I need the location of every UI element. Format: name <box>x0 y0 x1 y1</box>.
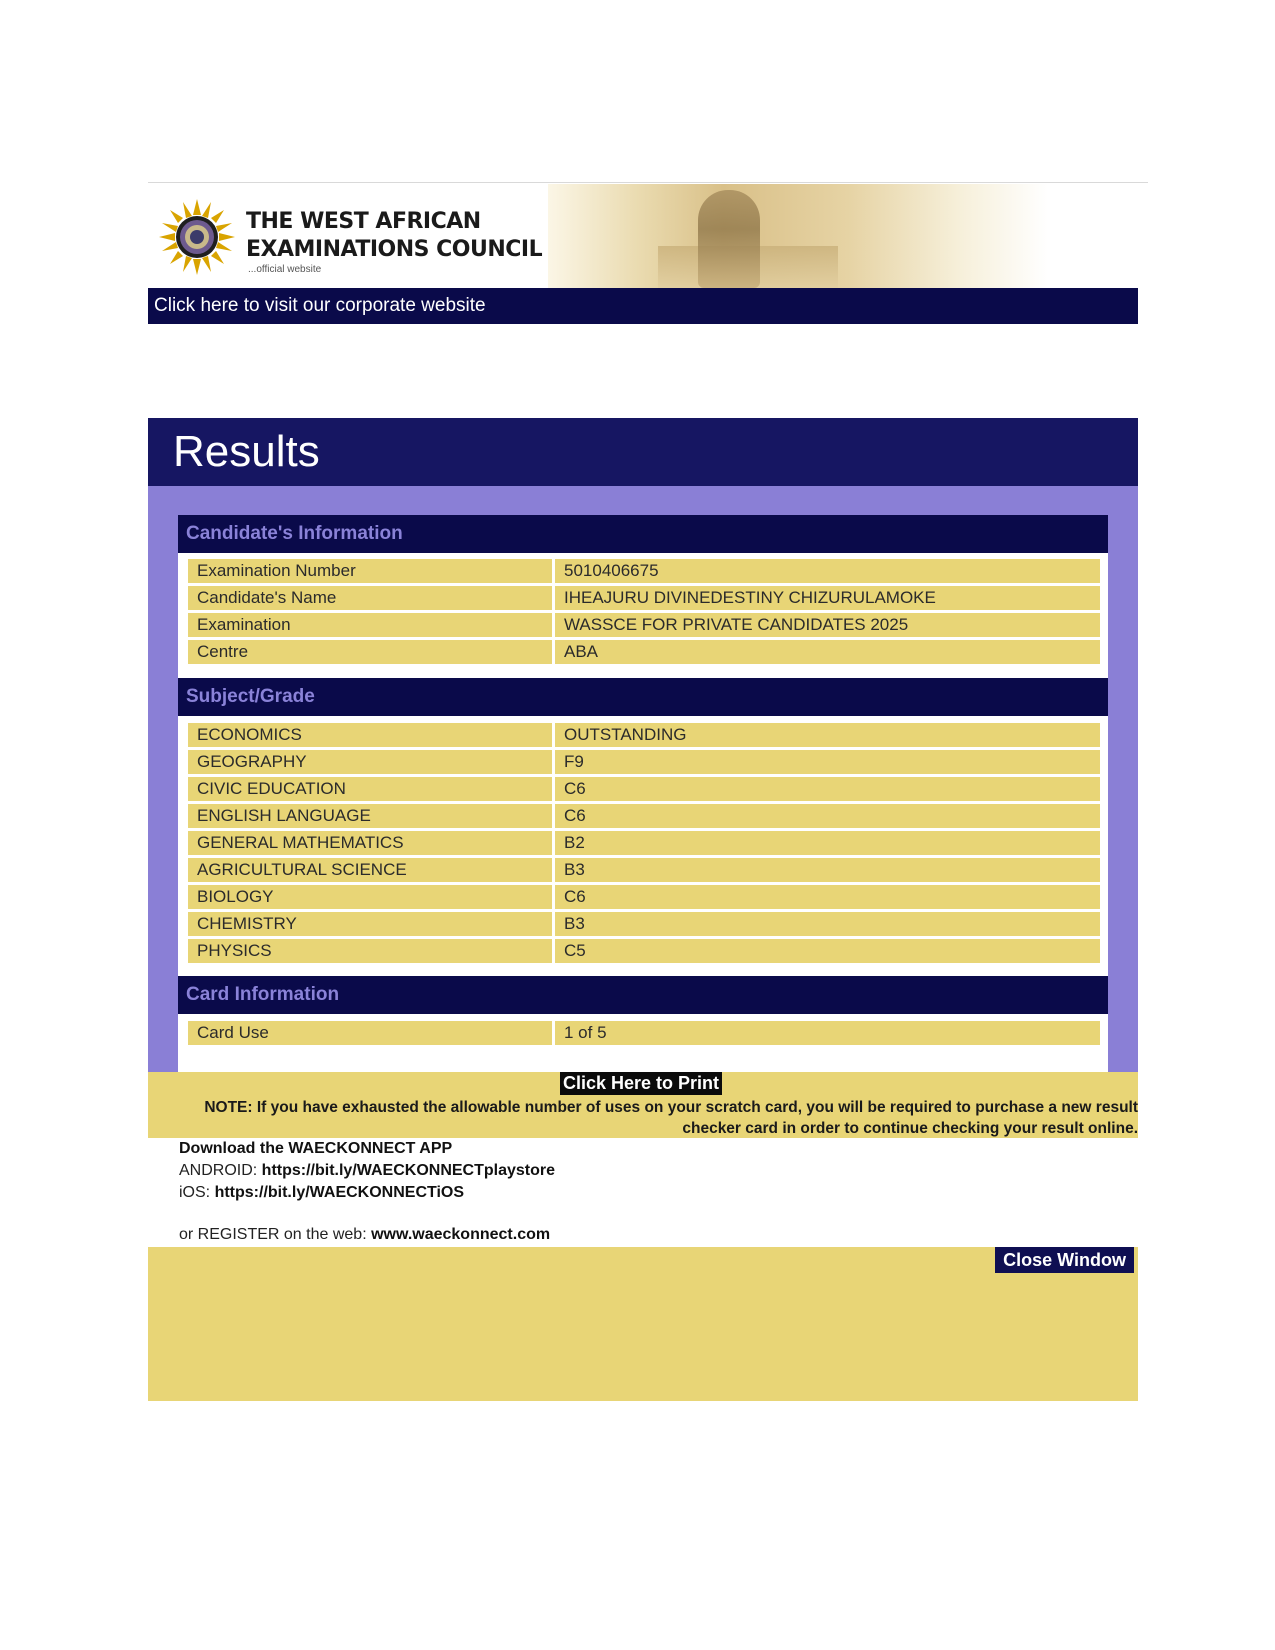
subject-row <box>188 804 1100 828</box>
candidate-value: WASSCE FOR PRIVATE CANDIDATES 2025 <box>555 613 1100 637</box>
candidate-row <box>188 640 1100 664</box>
subject-grade: C6 <box>555 804 1100 828</box>
subject-name: GENERAL MATHEMATICS <box>188 831 552 855</box>
subject-grade: B3 <box>555 912 1100 936</box>
subject-grade: C6 <box>555 885 1100 909</box>
android-label: ANDROID: <box>179 1162 262 1179</box>
candidate-value: IHEAJURU DIVINEDESTINY CHIZURULAMOKE <box>555 586 1100 610</box>
candidate-row <box>188 586 1100 610</box>
candidate-label: Examination <box>188 613 552 637</box>
subject-grade: C5 <box>555 939 1100 963</box>
register-label: or REGISTER on the web: <box>179 1226 372 1243</box>
subject-grade: B2 <box>555 831 1100 855</box>
subject-name: PHYSICS <box>188 939 552 963</box>
android-line <box>179 1160 555 1182</box>
android-link[interactable]: https://bit.ly/WAECKONNECTplaystore <box>261 1162 556 1179</box>
waec-logo-icon <box>158 198 236 276</box>
banner-photo <box>548 184 1048 288</box>
candidate-value: ABA <box>555 640 1100 664</box>
corporate-website-link[interactable]: Click here to visit our corporate website <box>148 288 1138 324</box>
top-divider <box>148 182 1148 183</box>
subject-grade: C6 <box>555 777 1100 801</box>
subject-name: AGRICULTURAL SCIENCE <box>188 858 552 882</box>
app-download-info <box>179 1138 555 1246</box>
note-text: If you have exhausted the allowable number of uses on your scratch card, you will be required to purchase a new result checker card in order to continue checking your result online. <box>252 1099 1138 1137</box>
subject-row <box>188 912 1100 936</box>
subject-name: ECONOMICS <box>188 723 552 747</box>
banner-photo-figure <box>698 190 760 288</box>
register-link[interactable]: www.waeckonnect.com <box>371 1226 551 1243</box>
subject-name: GEOGRAPHY <box>188 750 552 774</box>
subject-grade: F9 <box>555 750 1100 774</box>
candidate-row <box>188 613 1100 637</box>
logo-title-line2: EXAMINATIONS COUNCIL <box>246 237 543 262</box>
spacer <box>179 1204 555 1224</box>
results-title: Results <box>148 418 1138 486</box>
scratch-card-note <box>182 1097 1138 1139</box>
candidate-label: Candidate's Name <box>188 586 552 610</box>
print-band <box>148 1072 1138 1138</box>
candidate-label: Centre <box>188 640 552 664</box>
note-label: NOTE: <box>204 1099 253 1116</box>
candidate-row <box>188 559 1100 583</box>
ios-label: iOS: <box>179 1184 215 1201</box>
subject-row <box>188 885 1100 909</box>
candidate-value: 5010406675 <box>555 559 1100 583</box>
card-info-header: Card Information <box>178 976 1108 1014</box>
close-window-button[interactable]: Close Window <box>995 1247 1134 1273</box>
card-row <box>188 1021 1100 1045</box>
subject-row <box>188 831 1100 855</box>
subject-name: ENGLISH LANGUAGE <box>188 804 552 828</box>
results-table <box>178 515 1108 1072</box>
logo-wordmark <box>246 208 542 275</box>
candidate-info-header: Candidate's Information <box>178 515 1108 553</box>
card-label: Card Use <box>188 1021 552 1045</box>
close-band <box>148 1247 1138 1401</box>
results-panel <box>148 486 1138 1072</box>
subject-row <box>188 777 1100 801</box>
subject-grade-header: Subject/Grade <box>178 678 1108 716</box>
subject-grade: OUTSTANDING <box>555 723 1100 747</box>
ios-line <box>179 1182 555 1204</box>
print-button[interactable]: Click Here to Print <box>560 1072 722 1095</box>
subject-name: CHEMISTRY <box>188 912 552 936</box>
subject-row <box>188 939 1100 963</box>
subject-row <box>188 723 1100 747</box>
subject-grade: B3 <box>555 858 1100 882</box>
subject-name: CIVIC EDUCATION <box>188 777 552 801</box>
register-line <box>179 1224 555 1246</box>
site-banner <box>148 184 1138 288</box>
logo-title-line1: THE WEST AFRICAN <box>246 209 481 234</box>
subject-row <box>188 750 1100 774</box>
subject-name: BIOLOGY <box>188 885 552 909</box>
download-title: Download the WAECKONNECT APP <box>179 1140 453 1157</box>
subject-row <box>188 858 1100 882</box>
candidate-label: Examination Number <box>188 559 552 583</box>
ios-link[interactable]: https://bit.ly/WAECKONNECTiOS <box>214 1184 465 1201</box>
logo-tagline: ...official website <box>248 264 322 275</box>
card-value: 1 of 5 <box>555 1021 1100 1045</box>
